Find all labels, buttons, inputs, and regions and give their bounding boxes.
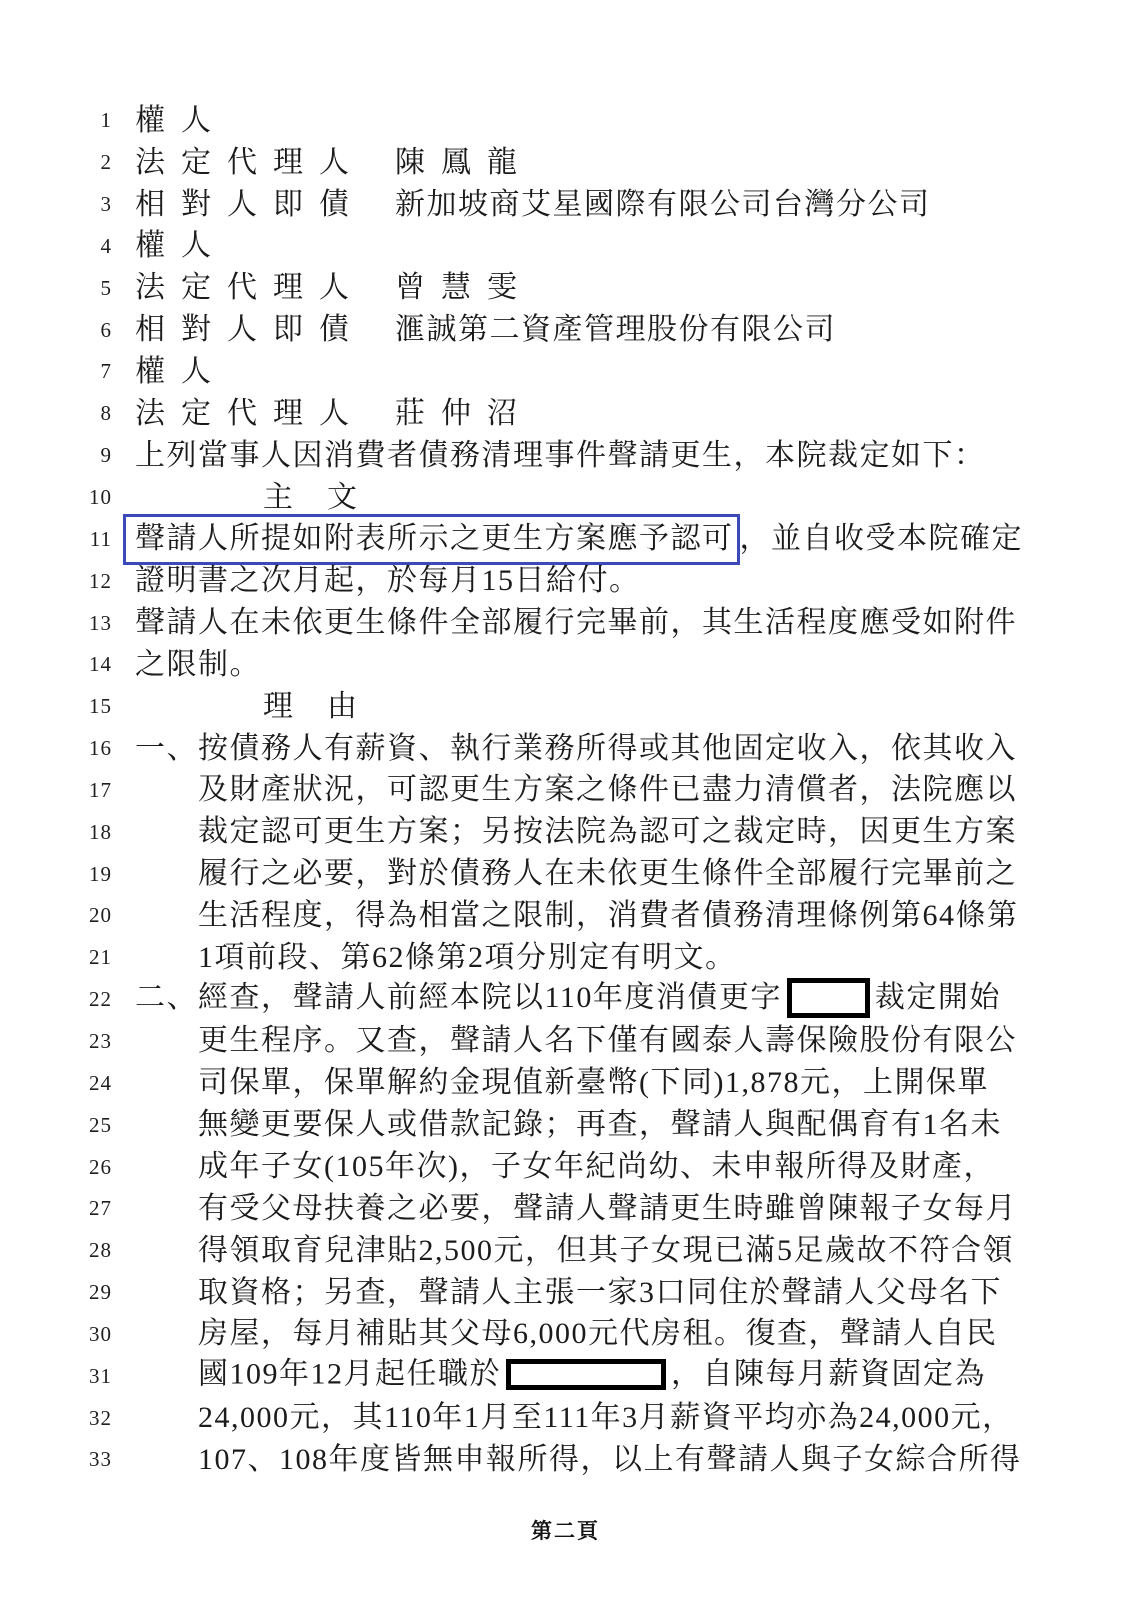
line-number: 9 [100, 443, 112, 468]
line-content [198, 1068, 989, 1098]
document-line [0, 1313, 1131, 1355]
text-segment: 上列當事人因消費者債務清理事件聲請更生，本院裁定如下： [135, 438, 986, 472]
line-content [135, 396, 533, 430]
party-name: 陳鳳龍 [395, 145, 533, 179]
line-number: 21 [89, 945, 112, 970]
line-number: 14 [89, 652, 112, 677]
document-line [0, 1355, 1131, 1397]
line-number: 12 [89, 568, 112, 593]
document-line [0, 1439, 1131, 1481]
document-line [0, 979, 1131, 1021]
text-segment: 取資格；另查，聲請人主張一家3口同住於聲請人父母名下 [198, 1275, 1002, 1309]
line-content [198, 1359, 986, 1394]
text-segment: 1項前段、第62條第2項分別定有明文。 [198, 940, 737, 974]
text-segment: 成年子女(105年次)，子女年紀尚幼、未申報所得及財產， [198, 1150, 995, 1184]
document-line [0, 309, 1131, 351]
redaction-box [787, 978, 870, 1018]
line-content [135, 647, 261, 681]
line-number: 15 [89, 694, 112, 719]
line-content [135, 145, 533, 179]
party-name: 滙誠第二資產管理股份有限公司 [395, 313, 836, 347]
document-line [0, 937, 1131, 979]
document-line [0, 770, 1131, 812]
document-line [0, 1188, 1131, 1230]
line-number: 13 [89, 610, 112, 635]
line-content [198, 1191, 1017, 1225]
line-content [198, 1152, 995, 1182]
text-segment: 權人 [135, 354, 227, 388]
text-segment: 權人 [135, 229, 227, 263]
document-line [0, 602, 1131, 644]
document-line [0, 142, 1131, 184]
document-line [0, 267, 1131, 309]
text-segment: 相對人即債 [135, 187, 365, 221]
document-line [0, 518, 1131, 560]
text-segment: 聲請人在未依更生條件全部履行完畢前，其生活程度應受如附件 [135, 606, 1017, 640]
line-number: 20 [89, 903, 112, 928]
line-number: 3 [100, 192, 112, 217]
line-content [135, 231, 227, 261]
document-line [0, 435, 1131, 477]
text-segment: ，並自收受本院確定 [739, 522, 1023, 556]
line-number: 26 [89, 1154, 112, 1179]
text-segment: 法定代理人 [135, 396, 365, 430]
text-segment: 二、經查，聲請人前經本院以110年度消債更字 [135, 980, 782, 1014]
line-content [135, 438, 986, 472]
text-segment: 無變更要保人或借款記錄；再查，聲請人與配偶育有1名未 [198, 1108, 1002, 1142]
text-segment: 107、108年度皆無申報所得，以上有聲請人與子女綜合所得 [198, 1442, 1022, 1476]
line-number: 10 [89, 485, 112, 510]
text-segment: 房屋，每月補貼其父母6,000元代房租。復查，聲請人自民 [198, 1317, 998, 1351]
text-segment: 履行之必要，對於債務人在未依更生條件全部履行完畢前之 [198, 857, 1017, 891]
document-line [0, 1272, 1131, 1314]
line-content [198, 898, 1019, 932]
line-number: 18 [89, 819, 112, 844]
line-content [198, 1319, 998, 1349]
document-line [0, 184, 1131, 226]
text-segment: 證明書之次月起，於每月15日給付。 [135, 564, 641, 598]
line-content [135, 354, 227, 388]
line-number: 30 [89, 1321, 112, 1346]
party-name: 新加坡商艾星國際有限公司台灣分公司 [395, 187, 931, 221]
document-line [0, 100, 1131, 142]
line-content [263, 689, 391, 723]
document-line [0, 1397, 1131, 1439]
line-number: 28 [89, 1238, 112, 1263]
line-content [198, 1442, 1022, 1476]
document-line [0, 393, 1131, 435]
line-content [198, 775, 1017, 805]
party-name: 曾慧雯 [395, 271, 533, 305]
document-line [0, 560, 1131, 602]
line-number: 23 [89, 1028, 112, 1053]
line-content [135, 315, 836, 345]
line-number: 17 [89, 777, 112, 802]
line-content [135, 187, 931, 221]
text-segment: 主文 [263, 480, 391, 514]
text-segment: 權人 [135, 103, 227, 137]
document-line [0, 1146, 1131, 1188]
line-content [263, 480, 391, 514]
document-line [0, 686, 1131, 728]
text-segment: 相對人即債 [135, 313, 365, 347]
line-content [135, 524, 1023, 554]
party-name: 莊仲沼 [395, 396, 533, 430]
line-number: 31 [89, 1363, 112, 1388]
line-content [198, 1233, 1014, 1267]
document-line [0, 1062, 1131, 1104]
document-line [0, 1021, 1131, 1063]
line-number: 1 [100, 108, 112, 133]
document-line [0, 226, 1131, 268]
text-segment: ，自陳每月薪資固定為 [671, 1357, 986, 1391]
line-content [135, 103, 227, 137]
text-segment: 及財產狀況，可認更生方案之條件已盡力清償者，法院應以 [198, 773, 1017, 807]
text-segment: 一、按債務人有薪資、執行業務所得或其他固定收入，依其收入 [135, 731, 1017, 765]
line-number: 4 [100, 233, 112, 258]
line-content [135, 566, 641, 596]
line-number: 6 [100, 317, 112, 342]
document-line [0, 895, 1131, 937]
text-segment: 更生程序。又查，聲請人名下僅有國泰人壽保險股份有限公 [198, 1024, 1017, 1058]
line-number: 33 [89, 1447, 112, 1472]
line-content [198, 1110, 1002, 1140]
text-segment: 法定代理人 [135, 145, 365, 179]
page-number-footer: 第二頁 [531, 1519, 600, 1543]
text-segment: 司保單，保單解約金現值新臺幣(下同)1,878元，上開保單 [198, 1066, 989, 1100]
line-number: 24 [89, 1070, 112, 1095]
line-number: 29 [89, 1280, 112, 1305]
document-line [0, 853, 1131, 895]
line-number: 7 [100, 359, 112, 384]
line-number: 19 [89, 861, 112, 886]
line-content [198, 1026, 1017, 1056]
line-content [198, 1403, 1014, 1433]
line-content [198, 859, 1017, 889]
redaction-box [506, 1359, 666, 1390]
document-line [0, 728, 1131, 770]
document-line [0, 644, 1131, 686]
line-number: 8 [100, 401, 112, 426]
line-number: 5 [100, 275, 112, 300]
line-number: 16 [89, 736, 112, 761]
line-number: 32 [89, 1405, 112, 1430]
highlighted-ruling-text: 聲請人所提如附表所示之更生方案應予認可 [123, 514, 740, 565]
text-segment: 裁定開始 [874, 980, 1001, 1014]
text-segment: 得領取育兒津貼2,500元，但其子女現已滿5足歲故不符合領 [198, 1233, 1014, 1267]
line-content [135, 273, 533, 303]
document-line [0, 1230, 1131, 1272]
text-segment: 有受父母扶養之必要，聲請人聲請更生時雖曾陳報子女每月 [198, 1191, 1017, 1225]
line-content [198, 1275, 1002, 1309]
document-lines [0, 100, 1131, 1481]
text-segment: 理由 [263, 689, 391, 723]
line-number: 22 [89, 987, 112, 1012]
line-content [135, 608, 1017, 638]
text-segment: 國109年12月起任職於 [198, 1357, 501, 1391]
line-content [135, 978, 1001, 1022]
text-segment: 之限制。 [135, 647, 261, 681]
document-line [0, 811, 1131, 853]
line-number: 11 [89, 526, 112, 551]
line-content [198, 940, 737, 974]
document-line [0, 1104, 1131, 1146]
text-segment: 法定代理人 [135, 271, 365, 305]
line-content [135, 731, 1017, 765]
text-segment: 生活程度，得為相當之限制，消費者債務清理條例第64條第 [198, 898, 1019, 932]
line-number: 27 [89, 1196, 112, 1221]
document-line [0, 351, 1131, 393]
text-segment: 24,000元，其110年1月至111年3月薪資平均亦為24,000元， [198, 1401, 1014, 1435]
line-number: 25 [89, 1112, 112, 1137]
line-content [198, 817, 1017, 847]
line-number: 2 [100, 150, 112, 175]
document-line [0, 477, 1131, 519]
text-segment: 裁定認可更生方案；另按法院為認可之裁定時，因更生方案 [198, 815, 1017, 849]
